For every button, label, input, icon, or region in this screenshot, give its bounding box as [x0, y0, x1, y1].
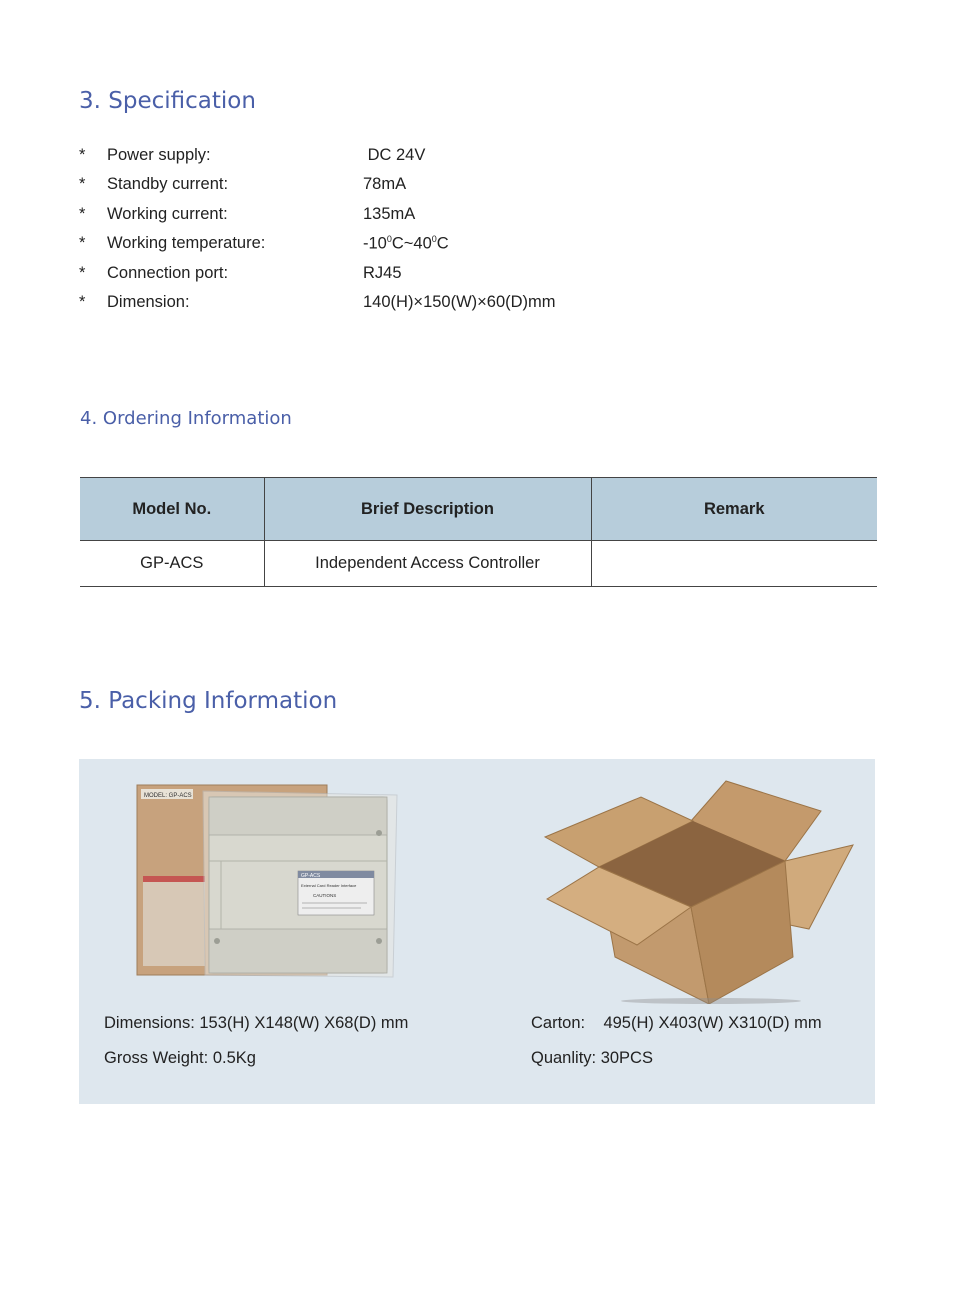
- header-model-no: Model No.: [80, 478, 264, 541]
- cell-model-no: GP-ACS: [80, 541, 264, 587]
- spec-item-working-current: [79, 205, 679, 234]
- device-label-sub: External Card Reader Interface: [301, 883, 357, 888]
- bullet: *: [79, 175, 86, 194]
- spec-section-title: 3. Specification: [79, 88, 256, 114]
- spec-item-dimension: [79, 293, 679, 322]
- carton-size: Carton: 495(H) X403(W) X310(D) mm: [531, 1014, 822, 1032]
- temp-sep: C~40: [391, 234, 432, 253]
- spec-value: DC 24V: [363, 146, 426, 164]
- packing-section-title: 5. Packing Information: [79, 688, 338, 714]
- packing-panel: [79, 759, 875, 1104]
- bullet: *: [79, 146, 86, 164]
- spec-label: Working current:: [107, 204, 228, 223]
- device-label-name: GP-ACS: [301, 873, 321, 879]
- spec-label: Working temperature:: [107, 234, 266, 253]
- carton-quantity: Quanlity: 30PCS: [531, 1049, 653, 1067]
- degree-mark: 0: [431, 234, 437, 245]
- spec-value: 140(H)×150(W)×60(D)mm: [363, 292, 556, 311]
- header-remark: Remark: [591, 478, 877, 541]
- degree-mark: 0: [386, 234, 392, 245]
- spec-value: 135mA: [363, 204, 416, 223]
- table-row: [80, 541, 877, 587]
- table-header-row: [80, 478, 877, 541]
- spec-value: 78mA: [363, 175, 407, 194]
- spec-item-power-supply: [79, 146, 679, 175]
- cell-description: Independent Access Controller: [264, 541, 591, 587]
- device-label-caution: CAUTIONS: [313, 893, 337, 898]
- temp-unit: C: [436, 234, 449, 253]
- carton-box-image: [541, 769, 857, 1004]
- temp-min: -10: [363, 234, 387, 253]
- product-gross-weight: Gross Weight: 0.5Kg: [104, 1049, 256, 1067]
- spec-label: Standby current:: [107, 175, 229, 194]
- model-label-text: MODEL: GP-ACS: [144, 793, 192, 799]
- ordering-section-title: 4. Ordering Information: [80, 408, 292, 429]
- spec-value: RJ45: [363, 263, 402, 282]
- packaged-product-image: [135, 781, 400, 981]
- spec-item-standby-current: [79, 175, 679, 204]
- ordering-table: [80, 477, 877, 587]
- bullet: *: [79, 263, 86, 282]
- spec-list: [79, 146, 679, 322]
- spec-item-connection-port: [79, 264, 679, 293]
- bullet: *: [79, 292, 86, 311]
- spec-label: Connection port:: [107, 263, 229, 282]
- spec-item-working-temperature: [79, 234, 679, 263]
- cell-remark: [591, 541, 877, 587]
- product-dimensions: Dimensions: 153(H) X148(W) X68(D) mm: [104, 1014, 409, 1032]
- bullet: *: [79, 204, 86, 223]
- bullet: *: [79, 234, 86, 253]
- header-brief-description: Brief Description: [264, 478, 591, 541]
- spec-value: [363, 234, 449, 254]
- spec-label: Power supply:: [107, 146, 211, 164]
- spec-label: Dimension:: [107, 292, 190, 311]
